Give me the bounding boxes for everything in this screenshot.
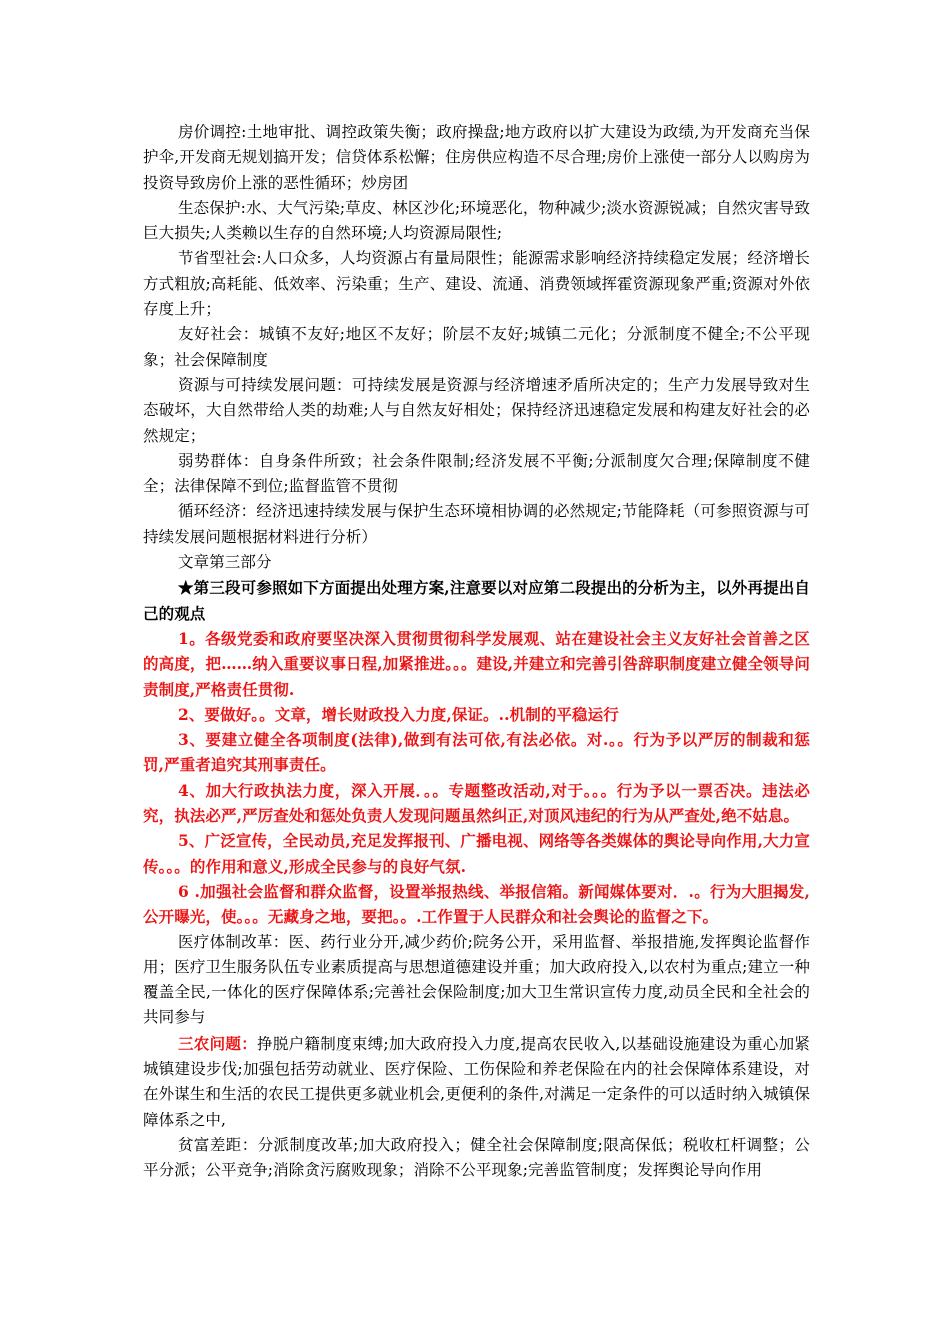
paragraph-wealth-gap: 贫富差距：分派制度改革;加大政府投入；健全社会保障制度;限高保低；税收杠杆调整；公平分派；公平竞争;消除贪污腐败现象；消除不公平现象;完善监管制度；发挥舆论导向作用 — [143, 1135, 811, 1180]
paragraph-circular-economy: 循环经济：经济迅速持续发展与保护生态环境相协调的必然规定;节能降耗（可参照资源与可持续发展问题根据材料进行分析） — [143, 502, 810, 546]
section-heading-part-three: 文章第三部分 — [178, 553, 272, 572]
paragraph-ecology: 生态保护:水、大气污染;草皮、林区沙化;环境恶化，物种减少;淡水资源锐减；自然灾害导致巨大损失;人类赖以生存的自然环境;人均资源局限性; — [143, 198, 810, 243]
solution-item-5: 5、广泛宣传，全民动员,充足发挥报刊、广播电视、网络等各类媒体的舆论导向作用,大力宣传。。。的作用和意义,形成全民参与的良好气氛. — [143, 831, 810, 876]
solution-item-2: 2、要做好。。文章，增长财政投入力度,保证。..机制的平稳运行 — [178, 704, 619, 724]
solution-item-4: 4、加大行政执法力度，深入开展．。。专题整改活动,对于。。。行为予以一票否决。违法必究，执法必严,严厉查处和惩处负责人发现问题虽然纠正,对顶风违纪的行为从严查处,绝不姑息。 — [143, 780, 810, 826]
paragraph-instruction: ★第三段可参照如下方面提出处理方案,注意要以对应第二段提出的分析为主，以外再提出自己的观点 — [143, 578, 810, 623]
paragraph-sustainable-development: 资源与可持续发展问题：可持续发展是资源与经济增速矛盾所决定的；生产力发展导致对生态破坏，大自然带给人类的劫难;人与自然友好相处；保持经济迅速稳定发展和构建友好社会的必然规定； — [143, 375, 810, 445]
three-rural-text: 挣脱户籍制度束缚;加大政府投入力度,提高农民收入,以基础设施建设为重心加紧城镇建设步伐;加强包括劳动就业、医疗保险、工伤保险和养老保险在内的社会保障体系建设，对在外谋生和生活的农民工提供更多就业机会,更便利的条件,对满足一定条件的可以适时纳入城镇保障体系之中, — [143, 1034, 810, 1129]
paragraph-medical-reform: 医疗体制改革：医、药行业分开,减少药价;院务公开，采用监督、举报措施,发挥舆论监督作用；医疗卫生服务队伍专业素质提高与思想道德建设并重；加大政府投入,以农村为重点;建立一种覆盖全民,一体化的医疗保障体系;完善社会保险制度;加大卫生常识宣传力度,动员全民和全社会的共同参与 — [143, 932, 810, 1027]
paragraph-vulnerable-groups: 弱势群体：自身条件所致；社会条件限制;经济发展不平衡;分派制度欠合理;保障制度不健全；法律保障不到位;监督监管不贯彻 — [143, 451, 810, 496]
solution-item-6: 6 .加强社会监督和群众监督，设置举报热线、举报信箱。新闻媒体要对．.。行为大胆揭发,公开曝光，使。。。无藏身之地，要把。。.工作置于人民群众和社会舆论的监督之下。 — [143, 881, 810, 927]
paragraph-harmonious-society: 友好社会：城镇不友好;地区不友好；阶层不友好;城镇二元化；分派制度不健全;不公平现象；社会保障制度 — [143, 325, 810, 369]
paragraph-three-rural-issues — [143, 1031, 810, 1133]
paragraph-housing-price: 房价调控:土地审批、调控政策失衡；政府操盘;地方政府以扩大建设为政绩,为开发商充当保护伞,开发商无规划搞开发；信贷体系松懈；住房供应构造不尽合理;房价上涨使一部分人以购房为投资导致房价上涨的恶性循环；炒房团 — [143, 123, 810, 192]
solution-item-3: 3、要建立健全各项制度(法律),做到有法可依,有法必依。对.。。行为予以严厉的制裁和惩罚,严重者追究其刑事责任。 — [143, 730, 810, 775]
paragraph-saving-society: 节省型社会:人口众多，人均资源占有量局限性；能源需求影响经济持续稳定发展；经济增长方式粗放;高耗能、低效率、污染重；生产、建设、流通、消费领域挥霍资源现象严重;资源对外依存度上升； — [143, 249, 810, 319]
solution-item-1: 1。各级党委和政府要坚决深入贯彻贯彻科学发展观、站在建设社会主义友好社会首善之区的高度，把……纳入重要议事日程,加紧推进。。。建设,并建立和完善引咎辞职制度建立健全领导问责制度,严格责任贯彻. — [143, 628, 810, 699]
three-rural-label: 三农问题： — [178, 1033, 258, 1053]
